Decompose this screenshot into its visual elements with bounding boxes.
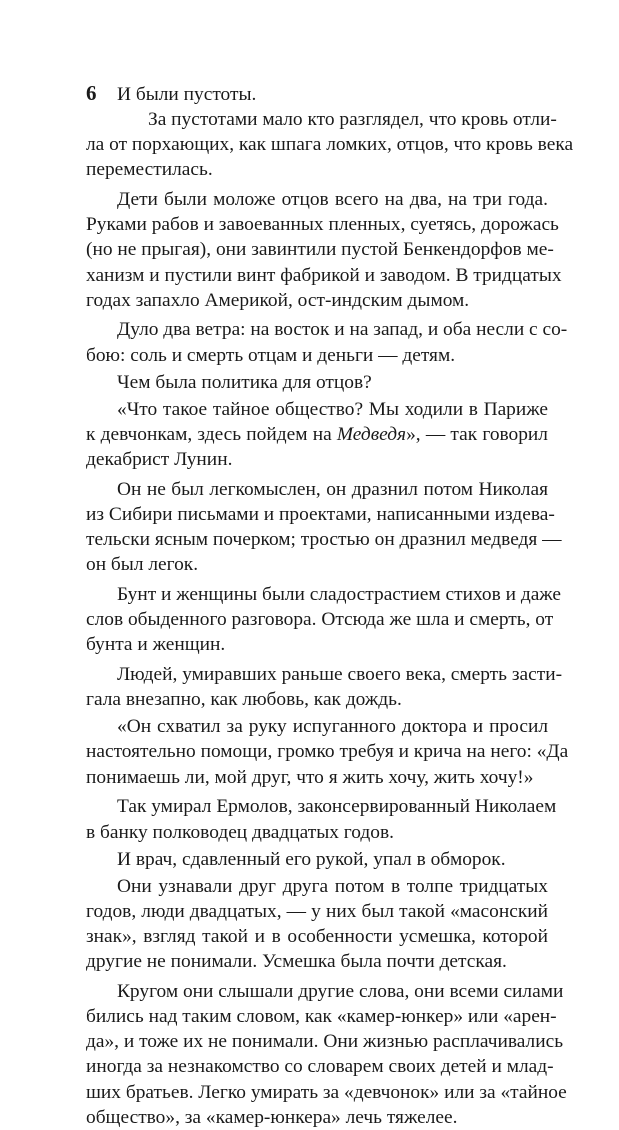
paragraph — [86, 662, 563, 712]
text-line: бились над таким словом, как «камер-юнкер» или «арен- — [86, 1006, 557, 1028]
text-line: И врач, сдавленный его рукой, упал в обморок. — [117, 848, 506, 870]
text-line: Чем была политика для отцов? — [117, 371, 372, 393]
paragraph — [86, 582, 562, 657]
text-line: гала внезапно, как любовь, как дождь. — [86, 689, 402, 711]
text-line: ханизм и пустили винт фабрикой и заводом. В тридцатых — [86, 264, 562, 286]
paragraph — [86, 477, 562, 578]
paragraph — [86, 187, 562, 313]
text-line: Бунт и женщины были сладострастием стихов и даже — [117, 584, 562, 606]
text-line: ших братьев. Легко умирать за «девчонок» или за «тайное — [86, 1081, 567, 1103]
text-line: тельски ясным почерком; тростью он дразнил медведя — — [86, 529, 562, 551]
text-line: За пустотами мало кто разглядел, что кровь отли- — [148, 109, 557, 131]
text-line: понимаешь ли, мой друг, что я жить хочу, жить хочу!» — [86, 766, 534, 788]
text-line: бунта и женщин. — [86, 634, 226, 656]
text-line: Дуло два ветра: на восток и на запад, и оба несли с со- — [117, 319, 568, 341]
body-text — [86, 82, 574, 1130]
paragraph — [86, 979, 567, 1130]
text-line: «Он схватил за руку испуганного доктора и просил — [117, 716, 548, 738]
page-number: 6 — [86, 81, 97, 105]
text-line: другие не понимали. Усмешка была почти детская. — [86, 951, 507, 973]
text-line: настоятельно помощи, громко требуя и крича на него: «Да — [86, 741, 569, 763]
paragraph — [86, 370, 548, 395]
text-line — [86, 422, 548, 447]
text-line: в банку полководец двадцатых годов. — [86, 821, 394, 843]
text-fragment: », — так говорил — [406, 424, 548, 446]
text-line: Кругом они слышали другие слова, они всеми силами — [117, 980, 564, 1002]
paragraph — [86, 714, 569, 789]
text-line: общество», за «камер-юнкера» лечь тяжелее. — [86, 1106, 458, 1128]
text-line: годов, люди двадцатых, — у них был такой «масонский — [86, 900, 548, 922]
text-line: декабрист Лунин. — [86, 449, 233, 471]
text-line: Людей, умиравших раньше своего века, смерть засти- — [117, 664, 563, 686]
text-line: Он не был легкомыслен, он дразнил потом Николая — [117, 478, 548, 500]
text-line: ла от порхающих, как шпага ломких, отцов, что кровь века — [86, 134, 574, 156]
text-line: годах запахло Америкой, ост-индским дымом. — [86, 289, 470, 311]
text-line: иногда за незнакомство со словарем своих детей и млад- — [86, 1056, 554, 1078]
text-line: переместилась. — [86, 159, 213, 181]
italic-word: Медведя — [336, 424, 407, 446]
paragraph — [86, 107, 574, 182]
text-line: Они узнавали друг друга потом в толпе тридцатых — [117, 875, 548, 897]
paragraph — [86, 397, 548, 472]
text-line: Так умирал Ермолов, законсервированный Николаем — [117, 796, 557, 818]
text-line: да», и тоже их не понимали. Они жизнью расплачивались — [86, 1031, 564, 1053]
paragraph — [86, 847, 548, 872]
text-line: он был легок. — [86, 554, 199, 576]
text-line: Дети были моложе отцов всего на два, на три года. — [117, 189, 548, 211]
text-line: И были пустоты. — [117, 84, 257, 105]
text-line: «Что такое тайное общество? Мы ходили в Париже — [117, 398, 548, 420]
paragraph — [86, 874, 548, 975]
text-line: (но не прыгая), они завинтили пустой Бенкендорфов ме- — [86, 239, 554, 261]
text-line: знак», взгляд такой и в особенности усмешка, которой — [86, 926, 548, 948]
text-line: Руками рабов и завоеванных пленных, суетясь, дорожась — [86, 214, 559, 236]
text-line: слов обыденного разговора. Отсюда же шла и смерть, от — [86, 609, 554, 631]
paragraph — [86, 317, 568, 367]
text-fragment: к девчонкам, здесь пойдем на — [86, 424, 337, 446]
text-line: из Сибири письмами и проектами, написанными издева- — [86, 504, 555, 526]
paragraph — [86, 794, 557, 844]
paragraph — [86, 82, 548, 107]
text-line: бою: соль и смерть отцам и деньги — детям. — [86, 344, 456, 366]
